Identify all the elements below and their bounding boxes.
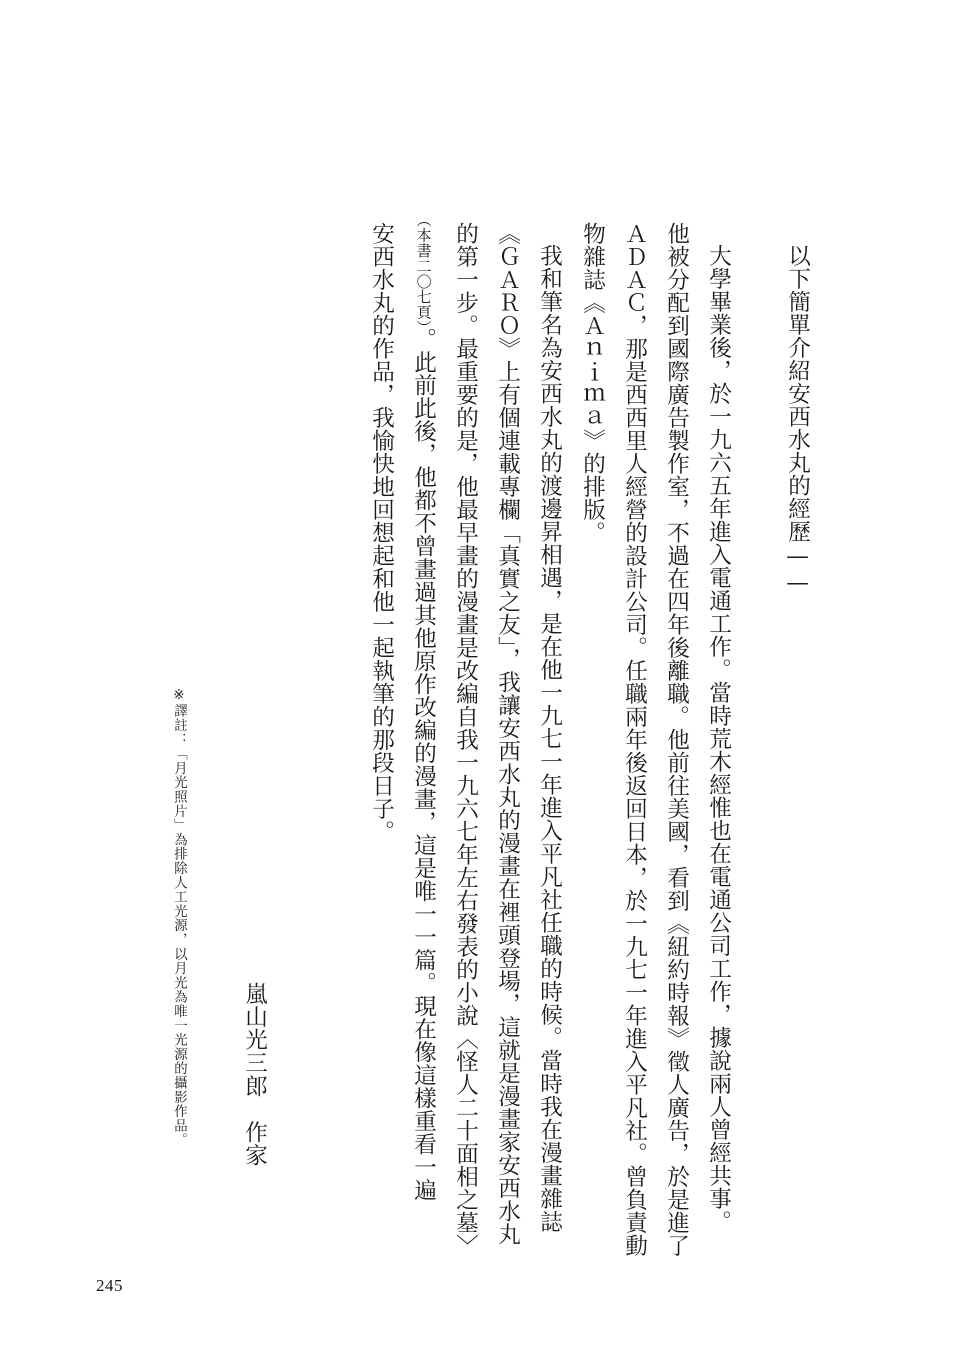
text-column-4: 物雜誌《Ａｎｉｍａ》的排版。 <box>579 222 606 544</box>
text-column-9: 安西水丸的作品，我愉快地回想起和他一起執筆的那段日子。 <box>368 222 395 843</box>
page-reference: （本書二〇七頁） <box>414 212 433 328</box>
text-column-2: 他被分配到國際廣告製作室，不過在四年後離職。他前往美國，看到《紐約時報》徵人廣告，於是進了 <box>663 222 690 1257</box>
translator-footnote: ※譯註：「月光照片」為排除人工光源，以月光為唯一光源的攝影作品。 <box>171 688 187 1148</box>
text-column-3: ＡＤＡＣ，那是西西里人經營的設計公司。任職兩年後返回日本，於一九七一年進入平凡社。曾負責動 <box>621 222 648 1257</box>
author-signature: 嵐山光三郎 作家 <box>241 982 268 1167</box>
text-column-1: 大學畢業後，於一九六五年進入電通工作。當時荒木經惟也在電通公司工作，據說兩人曾經共事。 <box>705 244 732 1233</box>
text-column-8 <box>412 212 435 1202</box>
page-number: 245 <box>96 1276 123 1295</box>
text-column-7: 的第一步。最重要的是，他最早畫的漫畫是改編自我一九六七年左右發表的小說〈怪人二十面相之墓〉 <box>452 222 479 1257</box>
text-column-6: 《ＧＡＲＯ》上有個連載專欄「真實之友」，我讓安西水丸的漫畫在裡頭登場，這就是漫畫家安西水丸 <box>494 222 521 1246</box>
text-column-8-body: 。此前此後，他都不曾畫過其他原作改編的漫畫，這是唯一一篇。現在像這樣重看一遍 <box>410 327 437 1202</box>
section-heading: 以下簡單介紹安西水丸的經歷—— <box>784 244 811 596</box>
text-column-5: 我和筆名為安西水丸的渡邊昇相遇，是在他一九七一年進入平凡社任職的時候。當時我在漫畫雜誌 <box>536 244 563 1233</box>
